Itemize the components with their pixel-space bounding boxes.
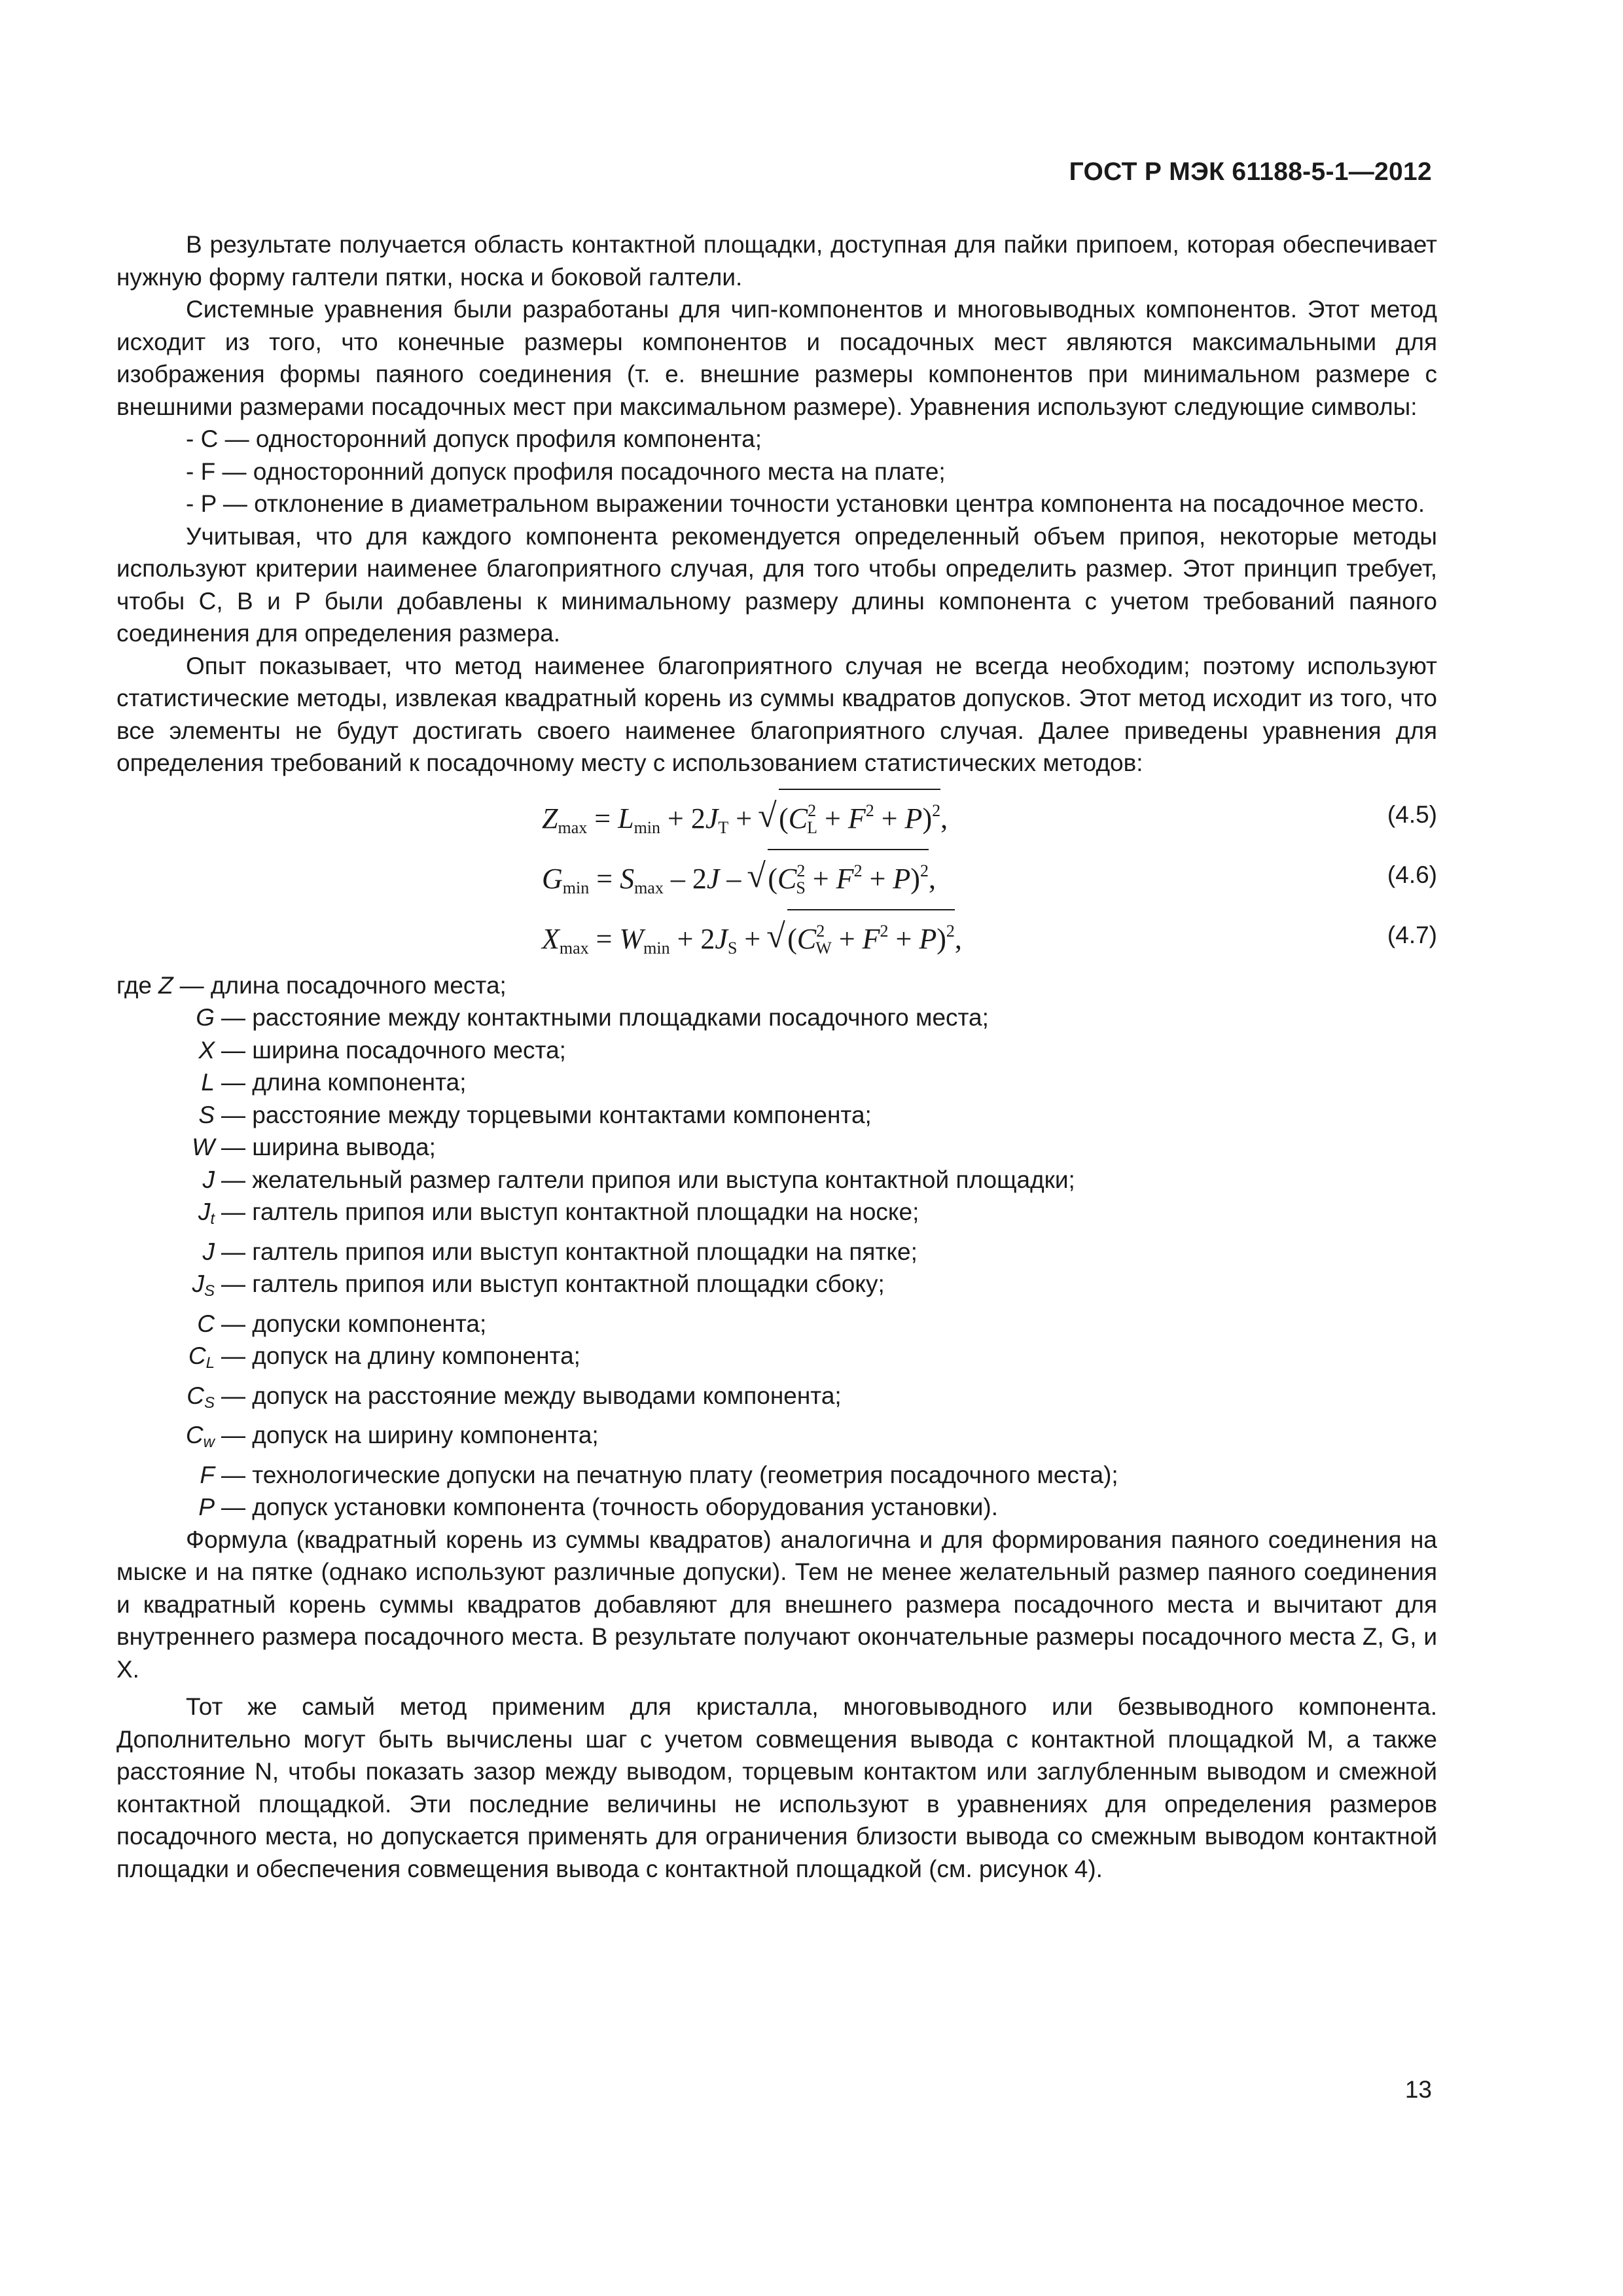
definition-text: — галтель припоя или выступ контактной площадки на носке; xyxy=(221,1198,919,1225)
definition-item xyxy=(116,1380,1437,1420)
subscript: max xyxy=(558,817,588,837)
variable: J xyxy=(706,862,720,895)
operator: = xyxy=(589,862,620,895)
subscript: min xyxy=(562,878,590,897)
definition-text: — допуски компонента; xyxy=(221,1310,487,1337)
operator: = xyxy=(588,922,620,955)
definition-item xyxy=(116,1308,1437,1340)
definition-symbol: X xyxy=(198,1036,215,1064)
operator: + xyxy=(737,922,768,955)
superscript: 2 xyxy=(808,800,817,820)
variable: S xyxy=(620,862,635,895)
paragraph-5: Формула (квадратный корень из суммы квадратов) аналогична и для формирования паяного соединения на мыске и на пятке (однако используют различные допуски). Тем не менее желательный размер паяного соединения и квадратный корень суммы квадратов добавляют для внешнего размера посадочного места и вычитают для внутреннего размера посадочного места. В результате получают окончательные размеры посадочного места Z, G, и X. xyxy=(116,1526,1437,1683)
variable: L xyxy=(618,802,634,834)
definition-symbol: F xyxy=(200,1461,215,1488)
definition-text: — допуск на расстояние между выводами компонента; xyxy=(221,1382,842,1409)
definition-symbol: $J_S$ xyxy=(192,1270,215,1300)
equation-4-7: $X_{max} = W_{min} + 2J_S$ + √ $(C^2_W + F^2 + P)^2$, (4.7) xyxy=(116,909,1437,969)
definition-text: — галтель припоя или выступ контактной площадки на пятке; xyxy=(221,1238,918,1265)
variable: C xyxy=(788,802,808,834)
subscript: S xyxy=(727,938,738,958)
definition-item xyxy=(116,1131,1437,1164)
page-number: 13 xyxy=(1404,2076,1432,2103)
definition-symbol: $J_t$ xyxy=(198,1198,215,1228)
variable: C xyxy=(777,862,797,895)
definition-item xyxy=(116,1340,1437,1380)
variable: J xyxy=(715,922,728,955)
definition-text: — технологические допуски на печатную плату (геометрия посадочного места); xyxy=(221,1461,1118,1488)
equation-number: (4.5) xyxy=(1387,800,1437,828)
definition-item xyxy=(116,1034,1437,1067)
paragraph-1: В результате получается область контактной площадки, доступная для пайки припоем, которая обеспечивает нужную форму галтели пятки, носка и боковой галтели. xyxy=(116,231,1437,291)
subscript: T xyxy=(718,817,729,837)
variable: W xyxy=(619,922,644,955)
definition-item xyxy=(116,1099,1437,1132)
definition-item xyxy=(116,1001,1437,1034)
definition-symbol: C xyxy=(197,1310,215,1337)
definitions-list xyxy=(116,969,1437,1524)
definition-item xyxy=(116,1459,1437,1492)
definition-item xyxy=(116,1268,1437,1308)
equation-lhs: X xyxy=(542,922,560,955)
definition-text: — ширина посадочного места; xyxy=(221,1036,566,1064)
symbol-p-line: - P — отклонение в диаметральном выражении точности установки центра компонента на посадочное место. xyxy=(186,490,1425,517)
definition-symbol: L xyxy=(201,1069,215,1096)
definition-symbol: $C_S$ xyxy=(187,1382,215,1412)
definition-symbol: G xyxy=(196,1004,215,1031)
definition-text: — расстояние между торцевыми контактами компонента; xyxy=(221,1101,872,1128)
definition-symbol: J xyxy=(202,1166,215,1193)
square-root: √ $(C^2_W + F^2 + P)^2$ xyxy=(768,909,955,969)
operator: = xyxy=(587,802,618,834)
definition-symbol: $C_L$ xyxy=(188,1342,215,1372)
paragraph-4: Опыт показывает, что метод наименее благоприятного случая не всегда необходим; поэтому используют статистические методы, извлекая квадратный корень из суммы квадратов допусков. Этот метод исходит из того, что все элементы не будут достигать своего наименее благоприятного случая. Далее приведены уравнения для определения требований к посадочному месту с использованием статистических методов: xyxy=(116,652,1437,776)
body-text xyxy=(116,228,1437,1885)
subscript: W xyxy=(815,938,832,958)
operator: – 2 xyxy=(663,862,707,895)
variable: J xyxy=(705,802,719,834)
subscript: max xyxy=(634,878,664,897)
variable: C xyxy=(796,922,817,955)
definition-symbol: P xyxy=(198,1494,215,1520)
definition-symbol: W xyxy=(192,1134,215,1160)
paragraph-6: Тот же самый метод применим для кристалла, многовыводного или безвыводного компонента. Дополнительно могут быть вычислены шаг с учетом совмещения вывода с контактной площадкой M, а также расстояние N, чтобы показать зазор между выводом, торцевым контактом или заглубленным выводом и смежной контактной площадкой. Эти последние величины не используют в уравнениях для определения размеров посадочного места, но допускается применять для ограничения близости вывода со смежным выводом контактной площадки и обеспечения совмещения вывода с контактной площадкой (см. рисунок 4). xyxy=(116,1693,1437,1882)
definition-symbol: $C_w$ xyxy=(185,1422,215,1451)
equation-4-6: $G_{min} = S_{max} - 2J$ – √ $(C^2_S + F^2 + P)^2$, (4.6) xyxy=(116,849,1437,909)
subscript: S xyxy=(796,878,806,897)
subscript: min xyxy=(633,817,661,837)
definition-item xyxy=(116,1196,1437,1236)
superscript: 2 xyxy=(796,861,806,880)
paragraph-2: Системные уравнения были разработаны для чип-компонентов и многовыводных компонентов. Этот метод исходит из того, что конечные размеры компонентов и посадочных мест являются максимальными для изображения формы паяного соединения (т. е. внешние размеры компонентов при минимальном размере с внешними размерами посадочных мест при максимальном размере). Уравнения используют следующие символы: xyxy=(116,296,1437,420)
definition-item xyxy=(116,1236,1437,1268)
definition-text: — длина посадочного места; xyxy=(179,971,507,999)
equation-lhs: G xyxy=(542,862,563,895)
definition-text: — допуск на длину компонента; xyxy=(221,1342,580,1369)
definition-text: — галтель припоя или выступ контактной площадки сбоку; xyxy=(221,1270,885,1297)
operator: + 2 xyxy=(669,922,715,955)
symbol-c-line: - C — односторонний допуск профиля компонента; xyxy=(186,425,762,452)
equation-lhs: Z xyxy=(542,802,558,834)
subscript: L xyxy=(807,817,817,837)
definition-symbol: S xyxy=(198,1101,215,1128)
operator: – xyxy=(719,862,749,895)
standard-designation: ГОСТ Р МЭК 61188-5-1—2012 xyxy=(1069,158,1432,186)
equation-4-5: $Z_{max} = L_{min} + 2J_T$ + √ $(C^2_L + F^2 + P)^2$, (4.5) xyxy=(116,789,1437,849)
definition-symbol: Z xyxy=(158,971,173,999)
where-label: где xyxy=(116,971,152,999)
definition-symbol: J xyxy=(202,1238,215,1265)
definition-text: — расстояние между контактными площадками посадочного места; xyxy=(221,1004,989,1031)
definition-item xyxy=(116,1066,1437,1099)
square-root: √ $(C^2_S + F^2 + P)^2$ xyxy=(748,849,929,909)
definition-item xyxy=(116,1419,1437,1459)
subscript: min xyxy=(643,938,670,958)
operator: + 2 xyxy=(660,802,705,834)
paragraph-3: Учитывая, что для каждого компонента рекомендуется определенный объем припоя, некоторые методы используют критерии наименее благоприятного случая, для того чтобы определить размер. Этот принцип требует, чтобы C, B и P были добавлены к минимальному размеру длины компонента с учетом требований паяного соединения для определения размера. xyxy=(116,522,1437,647)
definition-text: — допуск на ширину компонента; xyxy=(221,1422,599,1448)
definition-text: — ширина вывода; xyxy=(221,1134,436,1160)
operator: + xyxy=(728,802,760,834)
equation-number: (4.6) xyxy=(1387,861,1437,888)
superscript: 2 xyxy=(816,921,825,941)
definition-text: — допуск установки компонента (точность оборудования установки). xyxy=(221,1494,998,1520)
definition-item xyxy=(116,1491,1437,1524)
subscript: max xyxy=(559,938,589,958)
symbol-f-line: - F — односторонний допуск профиля посадочного места на плате; xyxy=(186,457,946,485)
definition-item xyxy=(116,1164,1437,1196)
square-root: √ $(C^2_L + F^2 + P)^2$ xyxy=(759,789,940,849)
definition-text: — желательный размер галтели припоя или выступа контактной площадки; xyxy=(221,1166,1075,1193)
equation-number: (4.7) xyxy=(1387,921,1437,948)
definition-text: — длина компонента; xyxy=(221,1069,467,1096)
